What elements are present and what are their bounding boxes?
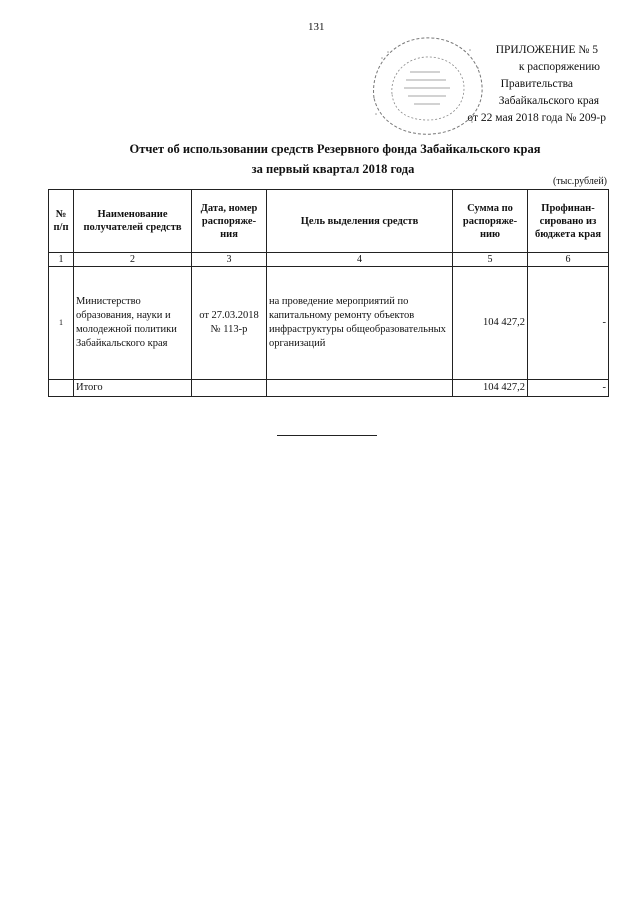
total-empty-cell — [192, 380, 267, 397]
document-title — [0, 139, 640, 179]
column-index: 3 — [192, 253, 267, 267]
column-header: Наименование получателей средств — [74, 190, 192, 253]
table-row — [49, 267, 609, 380]
total-empty-cell — [49, 380, 74, 397]
column-header: № п/п — [49, 190, 74, 253]
row-number: 1 — [49, 267, 74, 380]
document-title-line2: за первый квартал 2018 года — [251, 162, 415, 176]
total-financed: - — [528, 380, 609, 397]
appendix-ref-date: от 22 мая 2018 года № 209-р — [467, 112, 606, 124]
appendix-ref-government: Правительства — [500, 78, 573, 90]
appendix-block — [440, 42, 610, 127]
column-header: Сумма по распоряже-нию — [453, 190, 528, 253]
closing-rule — [277, 435, 377, 436]
column-header: Дата, номер распоряже-ния — [192, 190, 267, 253]
table-header-row — [49, 190, 609, 253]
document-title-line1: Отчет об использовании средств Резервного фонда Забайкальского края — [129, 142, 541, 156]
purpose-cell: на проведение мероприятий по капитальному ремонту объектов инфраструктуры общеобразовательных организаций — [267, 267, 453, 380]
recipient-cell: Министерство образования, науки и молодежной политики Забайкальского края — [74, 267, 192, 380]
appendix-title: ПРИЛОЖЕНИЕ № 5 — [495, 44, 598, 56]
column-index: 5 — [453, 253, 528, 267]
order-cell: от 27.03.2018 № 113-р — [192, 267, 267, 380]
report-table — [48, 189, 609, 397]
column-index: 2 — [74, 253, 192, 267]
appendix-ref-order: к распоряжению — [518, 61, 600, 73]
page-number: 131 — [308, 21, 325, 33]
column-index: 1 — [49, 253, 74, 267]
financed-cell: - — [528, 267, 609, 380]
appendix-ref-region: Забайкальского края — [498, 95, 599, 107]
total-empty-cell — [267, 380, 453, 397]
column-header: Профинан-сировано из бюджета края — [528, 190, 609, 253]
total-amount: 104 427,2 — [453, 380, 528, 397]
column-header: Цель выделения средств — [267, 190, 453, 253]
total-row — [49, 380, 609, 397]
column-index-row — [49, 253, 609, 267]
amount-cell: 104 427,2 — [453, 267, 528, 380]
column-index: 6 — [528, 253, 609, 267]
total-label: Итого — [74, 380, 192, 397]
column-index: 4 — [267, 253, 453, 267]
units-label: (тыс.рублей) — [552, 176, 607, 187]
